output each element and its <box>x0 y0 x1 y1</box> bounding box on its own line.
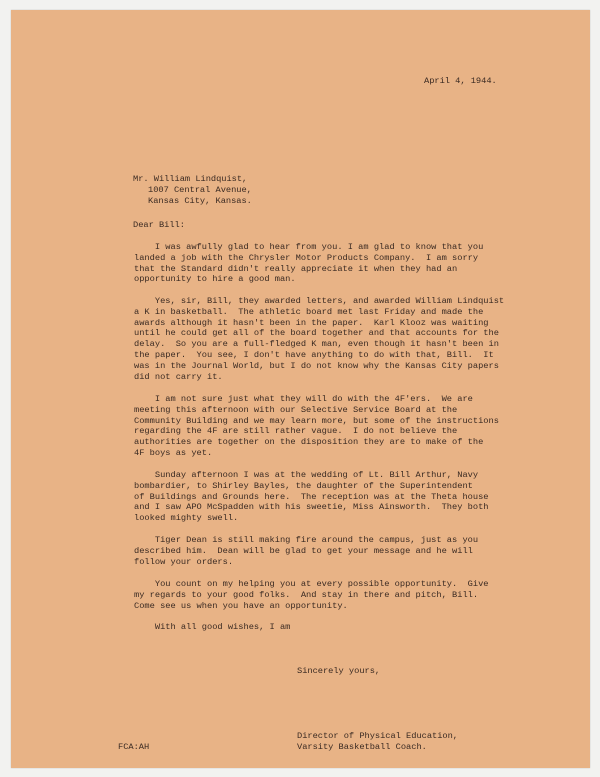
paragraph-3 <box>134 394 499 459</box>
line: of Buildings and Grounds here. The reception was at the Theta house <box>134 491 489 502</box>
line: that the Standard didn't really appreciate it when they had an <box>134 263 458 274</box>
letter-date: April 4, 1944. <box>424 76 497 86</box>
line: Sunday afternoon I was at the wedding of Lt. Bill Arthur, Navy <box>134 470 479 480</box>
line: You count on my helping you at every possible opportunity. Give <box>134 579 489 589</box>
line: awards although it hasn't been in the paper. Karl Klooz was waiting <box>134 317 489 328</box>
paragraph-6 <box>134 579 489 611</box>
salutation: Dear Bill: <box>133 220 185 230</box>
typist-initials: FCA:AH <box>118 742 150 752</box>
line: I was awfully glad to hear from you. I am glad to know that you <box>134 242 484 252</box>
line: regarding the 4F are still rather vague. I do not believe the <box>134 426 458 437</box>
line: did not carry it. <box>134 371 223 382</box>
signature-title-line-1: Director of Physical Education, <box>297 731 458 741</box>
line: and I saw APO McSpadden with his sweetie, Miss Ainsworth. They both <box>134 502 489 513</box>
line: With all good wishes, I am <box>134 622 291 632</box>
line: landed a job with the Chrysler Motor Products Company. I am sorry <box>134 252 479 263</box>
line: delay. So you are a full-fledged K man, even though it hasn't been in <box>134 339 499 350</box>
line: Community Building and we may learn more, but some of the instructions <box>134 415 499 426</box>
recipient-street: 1007 Central Avenue, <box>148 185 252 195</box>
line: the paper. You see, I don't have anything to do with that, Bill. It <box>134 349 494 360</box>
recipient-name: Mr. William Lindquist, <box>133 174 248 184</box>
line: meeting this afternoon with our Selective Service Board at the <box>134 404 458 415</box>
letter-page <box>11 10 590 768</box>
line: until he could get all of the board together and that accounts for the <box>134 328 499 339</box>
line: was in the Journal World, but I do not know why the Kansas City papers <box>134 360 499 371</box>
paragraph-2 <box>134 296 504 382</box>
line: Tiger Dean is still making fire around the campus, just as you <box>134 535 479 545</box>
line: looked mighty swell. <box>134 513 239 524</box>
line: opportunity to hire a good man. <box>134 274 296 285</box>
line: 4F boys as yet. <box>134 447 213 458</box>
paragraph-4 <box>134 470 489 524</box>
line: described him. Dean will be glad to get your message and he will <box>134 545 473 556</box>
signature-title-line-2: Varsity Basketball Coach. <box>297 742 427 752</box>
line: Come see us when you have an opportunity. <box>134 600 348 611</box>
recipient-city: Kansas City, Kansas. <box>148 196 252 206</box>
line: Yes, sir, Bill, they awarded letters, and awarded William Lindquist <box>134 296 505 306</box>
line: I am not sure just what they will do with the 4F'ers. We are <box>134 394 473 404</box>
closing: Sincerely yours, <box>297 666 381 676</box>
line: my regards to your good folks. And stay in there and pitch, Bill. <box>134 589 479 600</box>
line: authorities are together on the disposition they are to make of the <box>134 437 484 448</box>
line: bombardier, to Shirley Bayles, the daughter of the Superintendent <box>134 480 473 491</box>
paragraph-1 <box>134 242 483 285</box>
line: follow your orders. <box>134 556 234 567</box>
line: a K in basketball. The athletic board met last Friday and made the <box>134 306 484 317</box>
paragraph-5 <box>134 535 478 567</box>
paragraph-7 <box>134 622 290 633</box>
